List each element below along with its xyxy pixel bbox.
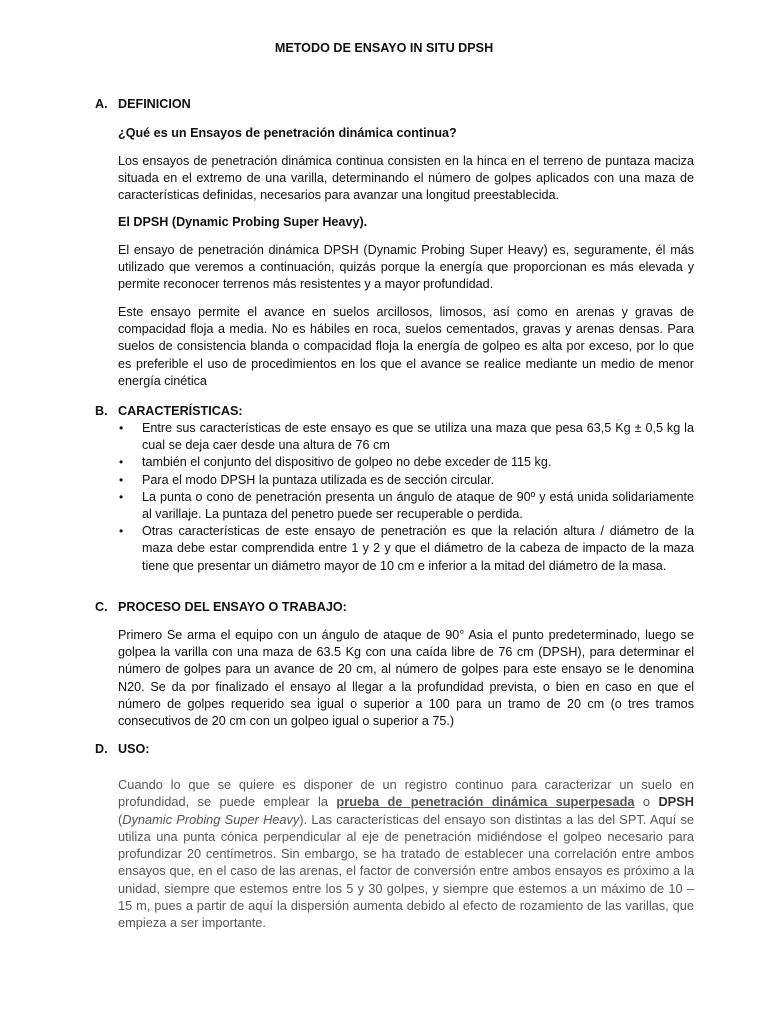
section-b-letter: B. xyxy=(95,404,108,418)
list-item xyxy=(118,489,694,523)
list-item xyxy=(118,420,694,454)
uso-text-3: ( xyxy=(118,811,123,827)
document-title: METODO DE ENSAYO IN SITU DPSH xyxy=(274,41,494,55)
section-a-paragraph-1: Los ensayos de penetración dinámica continua consisten en la hinca en el terreno de puntaza maciza situada en el extremo de una varilla, determinando el número de golpes aplicados con una maza de características definidas, necesarios para avanzar una longitud preestablecida. xyxy=(118,154,694,203)
bullet-icon: • xyxy=(119,472,124,487)
bullet-icon: • xyxy=(119,421,124,435)
list-item-text: Entre sus características de este ensayo es que se utiliza una maza que pesa 63,5 Kg ± 0,5 kg la cual se deja caer desde una altura de 76 cm xyxy=(142,421,694,453)
section-a-title: DEFINICION xyxy=(118,97,191,111)
section-d-paragraph xyxy=(118,776,694,932)
section-a-letter: A. xyxy=(95,97,108,111)
list-item xyxy=(118,523,694,575)
section-d-heading xyxy=(95,741,149,758)
bullet-icon: • xyxy=(119,455,124,470)
dpsh-test-link[interactable]: prueba de penetración dinámica superpesada xyxy=(336,794,635,810)
list-item-text: también el conjunto del dispositivo de golpeo no debe exceder de 115 kg. xyxy=(142,455,552,470)
list-item xyxy=(118,454,694,471)
section-c-letter: C. xyxy=(95,600,108,614)
uso-italic-term: Dynamic Probing Super Heavy xyxy=(122,811,300,827)
section-a-paragraph-3: Este ensayo permite el avance en suelos arcillosos, limosos, así como en arenas y gravas de compacidad floja a media. No es hábiles en roca, suelos cementados, gravas y arenas densas. Para suelos de consistencia blanda o compacidad floja la energía de golpeo es alta por exceso, por lo que es preferible el uso de procedimientos en los que el avance se realice mediante un medio de menor energía cinética xyxy=(118,305,694,388)
list-item-text: Para el modo DPSH la puntaza utilizada es de sección circular. xyxy=(142,472,495,487)
list-item xyxy=(118,472,694,489)
section-d-letter: D. xyxy=(95,742,108,756)
section-b-heading xyxy=(95,403,243,420)
section-a-subheading: El DPSH (Dynamic Probing Super Heavy). xyxy=(118,215,368,229)
uso-text-2: o xyxy=(634,794,659,810)
section-d-title: USO: xyxy=(118,742,150,756)
section-a-paragraph-2: El ensayo de penetración dinámica DPSH (Dynamic Probing Super Heavy) es, seguramente, él más utilizado que veremos a continuación, quizás porque la energía que proporcionan es más elevada y permite reconocer terrenos más resistentes y a mayor profundidad. xyxy=(118,243,694,292)
section-a-question: ¿Qué es un Ensayos de penetración dinámica continua? xyxy=(118,126,457,140)
uso-text-1: Cuando lo que se quiere es disponer de un registro continuo para caracterizar un suelo en profundidad, se puede emplear la xyxy=(118,777,694,810)
section-c-heading xyxy=(95,599,347,616)
section-b-title: CARACTERÍSTICAS: xyxy=(118,404,243,418)
characteristics-list xyxy=(118,420,694,575)
list-item-text: La punta o cono de penetración presenta un ángulo de ataque de 90º y está unida solidariamente al varillaje. La puntaza del penetro puede ser recuperable o perdida. xyxy=(142,489,694,522)
section-c-paragraph: Primero Se arma el equipo con un ángulo de ataque de 90° Asia el punto predeterminado, luego se golpea la varilla con una maza de 63.5 Kg con una caída libre de 76 cm (DPSH), para determinar el número de golpes para un avance de 20 cm, al número de golpes para este ensayo se le denomina N20. Se da por finalizado el ensayo al llegar a la profundidad prevista, o bien en caso en que el número de golpes requerido sea igual o superior a 100 para un tramo de 20 cm (o tres tramos consecutivos de 20 cm con un golpeo igual o superior a 75.) xyxy=(118,628,694,729)
section-c-title: PROCESO DEL ENSAYO O TRABAJO: xyxy=(118,600,347,614)
bullet-icon: • xyxy=(119,489,124,504)
bullet-icon: • xyxy=(119,524,124,539)
uso-dpsh-term: DPSH xyxy=(658,794,694,810)
uso-text-4: ). Las características del ensayo son distintas a las del SPT. Aquí se utiliza una punta cónica perpendicular al eje de penetración midiéndose el golpeo necesario para profundizar 20 centímetros. Sin embargo, se ha tratado de establecer una correlación entre ambos ensayos que, en el caso de las arenas, el factor de conversión entre ambos ensayos es próximo a la unidad, siempre que estemos entre los 5 y 30 golpes, y siempre que estemos a un máximo de 10 – 15 m, pues a partir de aquí la dispersión aumenta debido al efecto de rozamiento de las varillas, que empieza a ser importante. xyxy=(118,811,694,931)
section-a-heading xyxy=(95,96,191,113)
list-item-text: Otras características de este ensayo de penetración es que la relación altura / diámetro de la maza debe estar comprendida entre 1 y 2 y que el diámetro de la cabeza de impacto de la maza tiene que presentar un diámetro mayor de 10 cm e inferior a la mitad del diámetro de la masa. xyxy=(142,524,694,573)
